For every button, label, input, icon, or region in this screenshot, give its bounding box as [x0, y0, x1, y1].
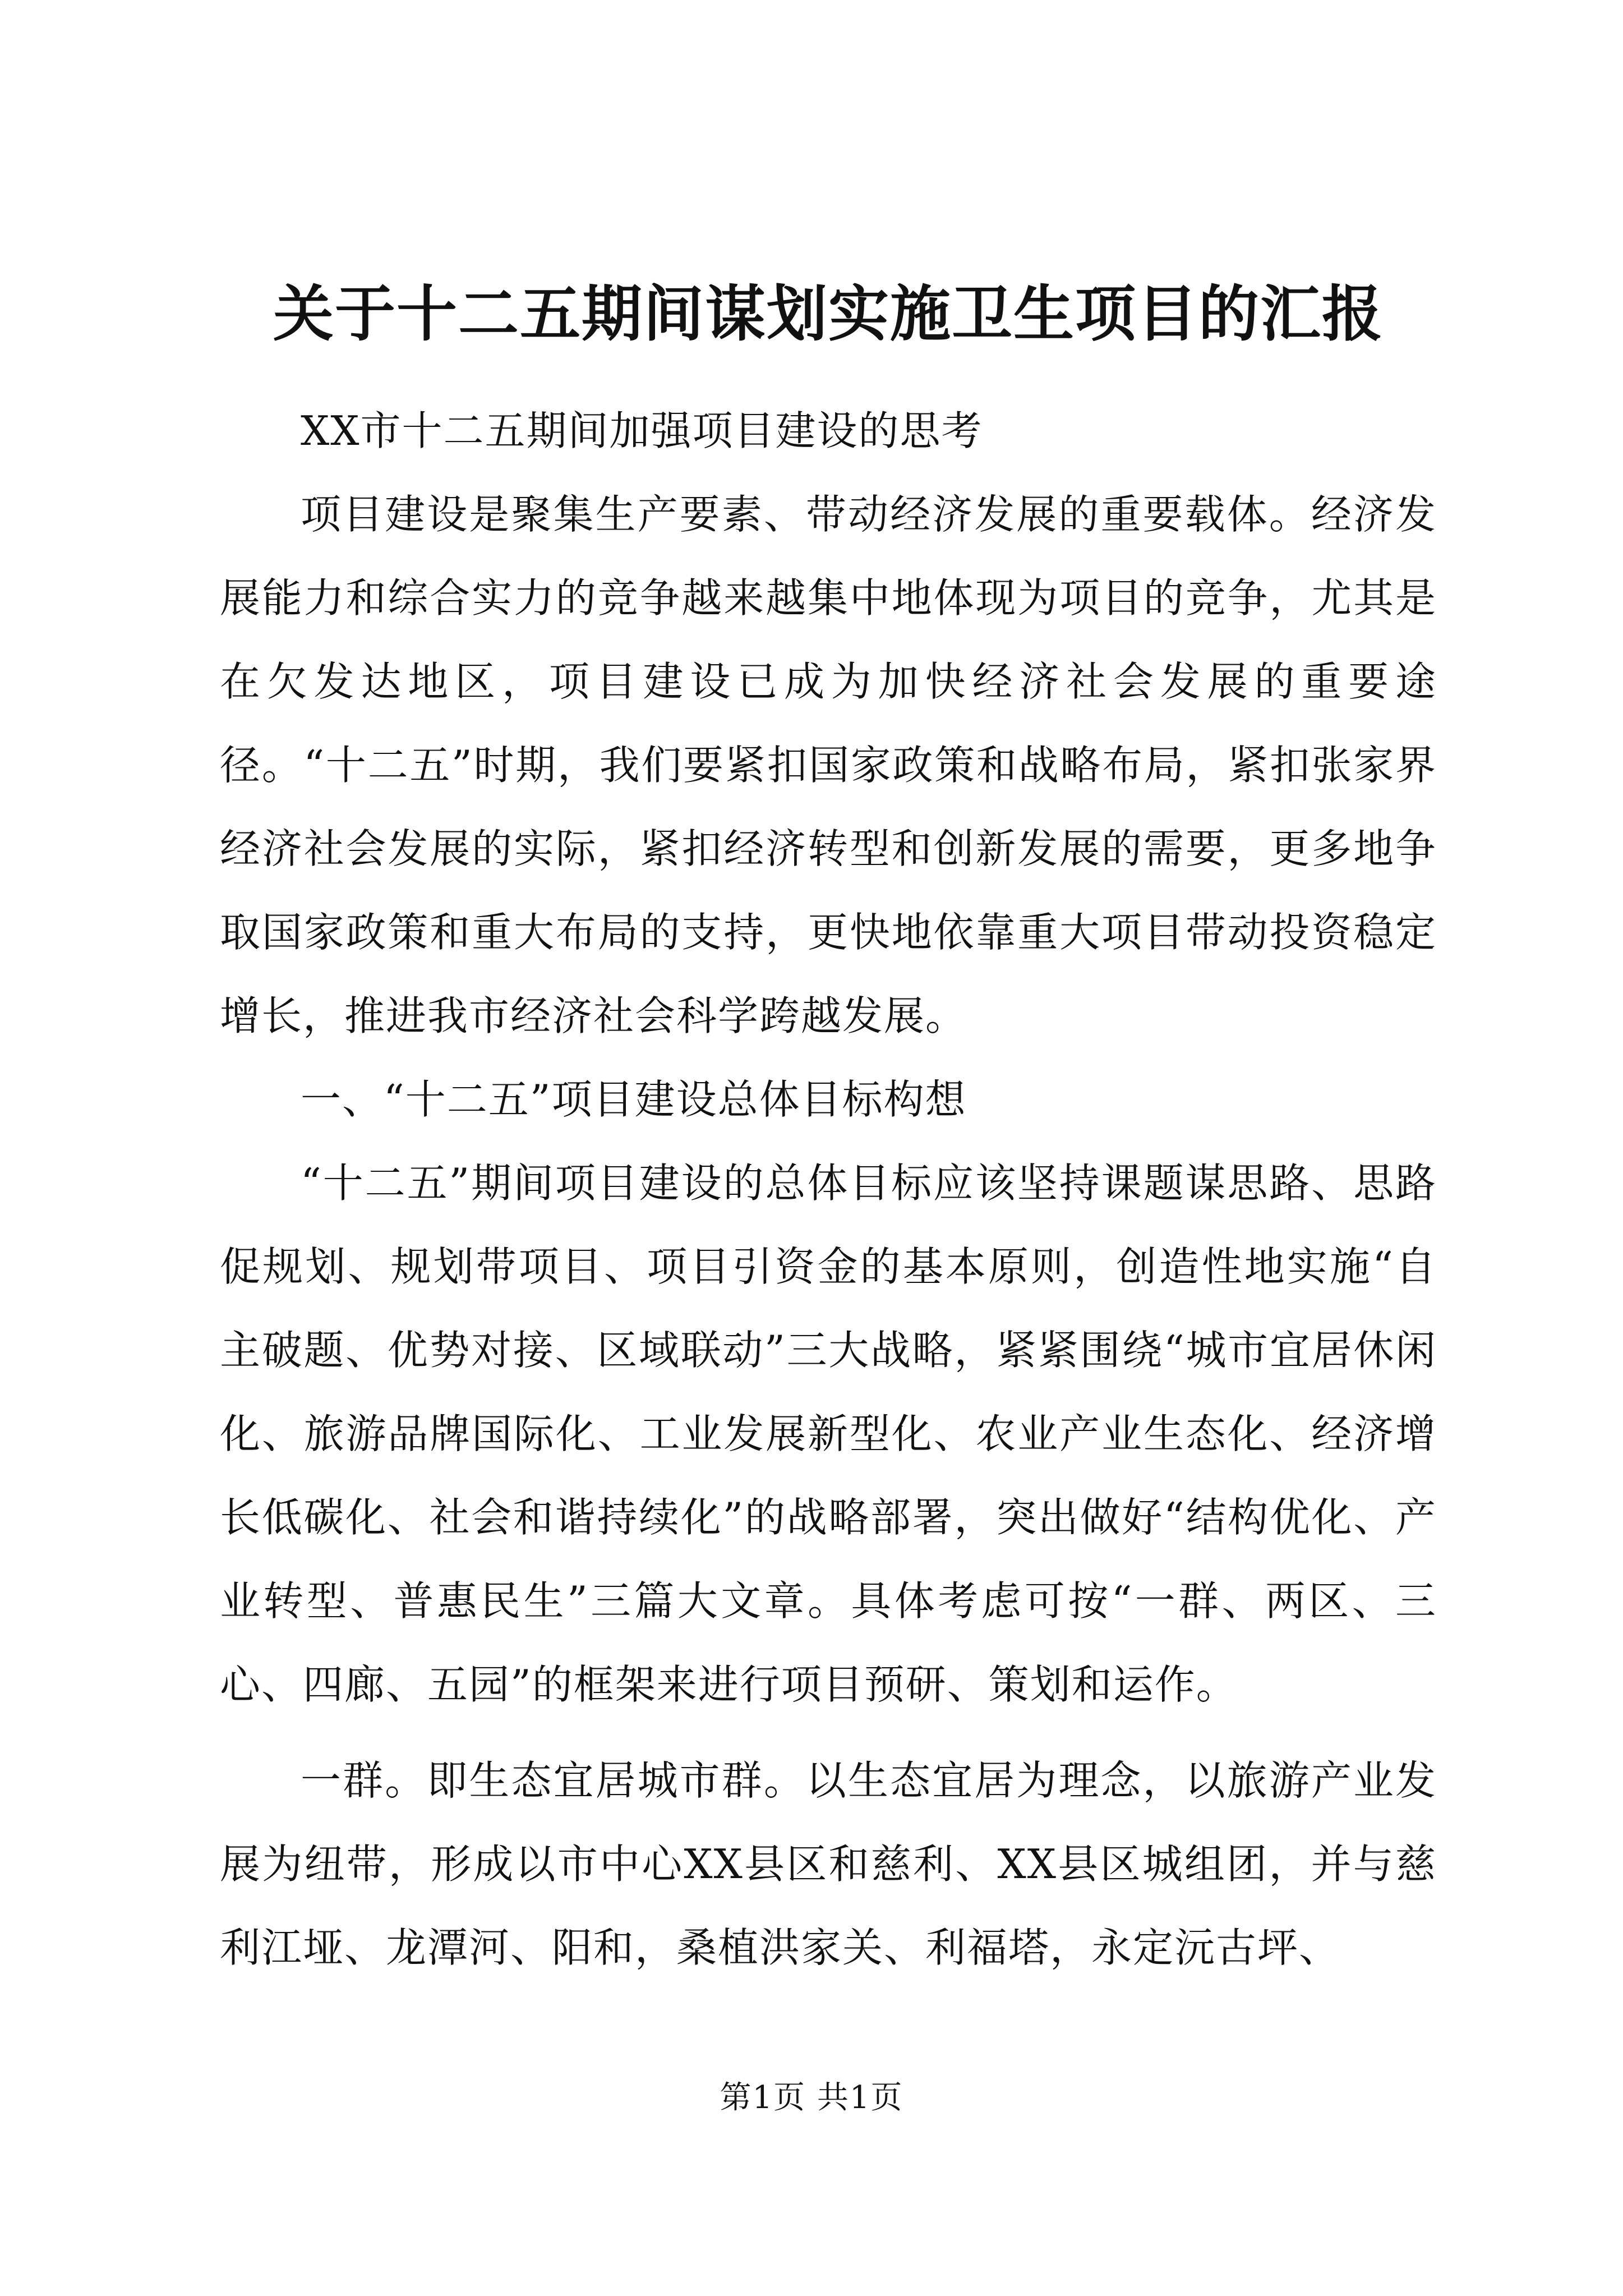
- section-heading: 一、“十二五”项目建设总体目标构想: [301, 1076, 967, 1123]
- goals-paragraph: “十二五”期间项目建设的总体目标应该坚持课题谋思路、思路促规划、规划带项目、项目引资金的基本原则，创造性地实施“自主破题、优势对接、区域联动”三大战略，紧紧围绕“城市宜居休闲化、旅游品牌国际化、工业发展新型化、农业产业生态化、经济增长低碳化、社会和谐持续化”的战略部署，突出做好“结构优化、产业转型、普惠民生”三篇大文章。具体考虑可按“一群、两区、三心、四廊、五园”的框架来进行项目预研、策划和运作。: [220, 1159, 1437, 1708]
- document-title: 关于十二五期间谋划实施卫生项目的汇报: [273, 279, 1384, 349]
- document-body: [220, 389, 1437, 1990]
- page-footer: 第1页 共1页: [720, 2079, 903, 2116]
- subtitle-paragraph: XX市十二五期间加强项目建设的思考: [301, 407, 983, 454]
- intro-paragraph: 项目建设是聚集生产要素、带动经济发展的重要载体。经济发展能力和综合实力的竞争越来越集中地体现为项目的竞争，尤其是在欠发达地区，项目建设已成为加快经济社会发展的重要途径。“十二五”时期，我们要紧扣国家政策和战略布局，紧扣张家界经济社会发展的实际，紧扣经济转型和创新发展的需要，更多地争取国家政策和重大布局的支持，更快地依靠重大项目带动投资稳定增长，推进我市经济社会科学跨越发展。: [220, 491, 1437, 1039]
- city-cluster-paragraph: 一群。即生态宜居城市群。以生态宜居为理念，以旅游产业发展为纽带，形成以市中心XX县区和慈利、XX县区城组团，并与慈利江垭、龙潭河、阳和，桑植洪家关、利福塔，永定沅古坪、: [220, 1757, 1437, 1971]
- document-page: [220, 0, 1437, 2296]
